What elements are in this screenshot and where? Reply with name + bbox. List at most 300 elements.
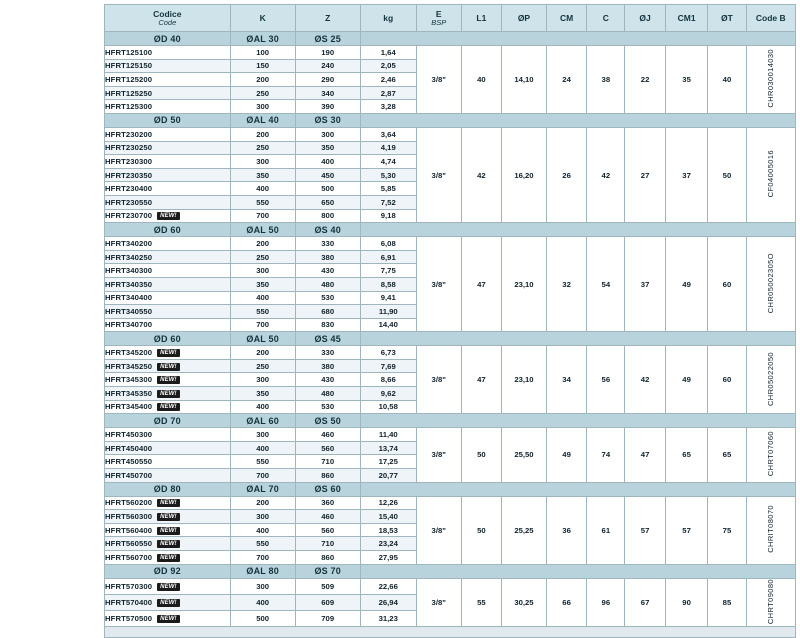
value-k: 200 bbox=[230, 73, 295, 87]
merged-value-c: 38 bbox=[587, 46, 625, 114]
value-kg: 17,25 bbox=[360, 455, 416, 469]
value-k: 550 bbox=[230, 537, 295, 551]
merged-value-oj: 57 bbox=[625, 496, 665, 564]
code-b-value bbox=[746, 578, 795, 626]
product-code: HFRT340250 bbox=[105, 250, 231, 264]
merged-value-c: 74 bbox=[587, 428, 625, 482]
product-code: HFRT450300 bbox=[105, 428, 231, 442]
product-code: HFRT345250 NEW! bbox=[105, 359, 231, 373]
merged-value-cm: 34 bbox=[546, 346, 586, 414]
value-k: 200 bbox=[230, 346, 295, 360]
merged-value-cm: 66 bbox=[546, 578, 586, 626]
product-code: HFRT450400 bbox=[105, 441, 231, 455]
section-al: ØAL 50 bbox=[230, 223, 295, 237]
merged-value-cm1: 49 bbox=[665, 237, 708, 332]
value-k: 300 bbox=[230, 428, 295, 442]
merged-value-cm1: 37 bbox=[665, 127, 708, 222]
column-header-label: ØJ bbox=[639, 12, 651, 23]
value-kg: 4,19 bbox=[360, 141, 416, 155]
product-code: HFRT450700 bbox=[105, 469, 231, 483]
section-al: ØAL 50 bbox=[230, 332, 295, 346]
column-header-t bbox=[708, 5, 746, 32]
column-header-codice bbox=[105, 5, 231, 32]
section-header-filler bbox=[360, 332, 795, 346]
section-diameter: ØD 80 bbox=[105, 482, 231, 496]
column-header-label: CM1 bbox=[677, 12, 696, 23]
product-code: HFRT125100 bbox=[105, 46, 231, 60]
value-k: 700 bbox=[230, 551, 295, 565]
section-header-row bbox=[105, 564, 796, 578]
value-z: 509 bbox=[295, 578, 360, 594]
merged-value-e: 3/8" bbox=[416, 46, 461, 114]
section-s: ØS 40 bbox=[295, 223, 360, 237]
merged-value-cm: 32 bbox=[546, 237, 586, 332]
section-s: ØS 60 bbox=[295, 482, 360, 496]
specification-table bbox=[104, 4, 796, 638]
value-k: 300 bbox=[230, 100, 295, 114]
merged-value-l1: 55 bbox=[461, 578, 501, 626]
value-z: 390 bbox=[295, 100, 360, 114]
column-header-cm1 bbox=[665, 5, 708, 32]
new-badge: NEW! bbox=[157, 499, 179, 507]
merged-value-cm: 26 bbox=[546, 127, 586, 222]
merged-value-ot: 50 bbox=[708, 127, 746, 222]
product-code: HFRT125250 bbox=[105, 86, 231, 100]
value-z: 710 bbox=[295, 537, 360, 551]
new-badge: NEW! bbox=[157, 599, 179, 607]
value-k: 400 bbox=[230, 594, 295, 610]
product-code: HFRT560550 NEW! bbox=[105, 537, 231, 551]
merged-value-oj: 67 bbox=[625, 578, 665, 626]
value-k: 300 bbox=[230, 510, 295, 524]
value-k: 250 bbox=[230, 250, 295, 264]
merged-value-e: 3/8" bbox=[416, 496, 461, 564]
section-header-filler bbox=[360, 414, 795, 428]
merged-value-op: 25,25 bbox=[502, 496, 547, 564]
value-k: 200 bbox=[230, 127, 295, 141]
code-b-text: CHRT09080 bbox=[766, 578, 776, 624]
value-z: 480 bbox=[295, 387, 360, 401]
code-b-text: CHR030014030 bbox=[766, 49, 776, 108]
value-k: 200 bbox=[230, 496, 295, 510]
value-kg: 15,40 bbox=[360, 510, 416, 524]
table-body bbox=[105, 32, 796, 638]
value-kg: 7,69 bbox=[360, 359, 416, 373]
section-al: ØAL 70 bbox=[230, 482, 295, 496]
merged-value-op: 25,50 bbox=[502, 428, 547, 482]
value-kg: 5,85 bbox=[360, 182, 416, 196]
value-z: 300 bbox=[295, 127, 360, 141]
value-kg: 18,53 bbox=[360, 523, 416, 537]
value-z: 530 bbox=[295, 291, 360, 305]
value-kg: 23,24 bbox=[360, 537, 416, 551]
product-code: HFRT560700 NEW! bbox=[105, 551, 231, 565]
value-kg: 7,52 bbox=[360, 195, 416, 209]
code-b-value bbox=[746, 127, 795, 222]
value-kg: 5,30 bbox=[360, 168, 416, 182]
value-kg: 7,75 bbox=[360, 264, 416, 278]
column-header-label: ØP bbox=[517, 12, 531, 23]
section-s: ØS 25 bbox=[295, 32, 360, 46]
product-code: HFRT570400 NEW! bbox=[105, 594, 231, 610]
value-k: 350 bbox=[230, 387, 295, 401]
merged-value-e: 3/8" bbox=[416, 578, 461, 626]
merged-value-l1: 40 bbox=[461, 46, 501, 114]
code-b-text: CF04005016 bbox=[766, 150, 776, 198]
value-k: 200 bbox=[230, 237, 295, 251]
merged-value-op: 16,20 bbox=[502, 127, 547, 222]
product-code: HFRT230200 bbox=[105, 127, 231, 141]
value-k: 300 bbox=[230, 264, 295, 278]
column-header-sublabel: Code bbox=[158, 17, 177, 27]
merged-value-c: 61 bbox=[587, 496, 625, 564]
table-row bbox=[105, 237, 796, 251]
value-z: 460 bbox=[295, 510, 360, 524]
value-kg: 14,40 bbox=[360, 318, 416, 332]
new-badge: NEW! bbox=[157, 363, 179, 371]
new-badge: NEW! bbox=[157, 403, 179, 411]
value-z: 560 bbox=[295, 523, 360, 537]
value-z: 330 bbox=[295, 346, 360, 360]
value-z: 860 bbox=[295, 469, 360, 483]
product-code: HFRT345200 NEW! bbox=[105, 346, 231, 360]
merged-value-op: 30,25 bbox=[502, 578, 547, 626]
value-kg: 9,62 bbox=[360, 387, 416, 401]
value-z: 380 bbox=[295, 250, 360, 264]
value-z: 400 bbox=[295, 155, 360, 169]
section-diameter: ØD 50 bbox=[105, 113, 231, 127]
section-s: ØS 70 bbox=[295, 564, 360, 578]
column-header-sublabel: BSP bbox=[431, 17, 447, 27]
footer-spacer-cell bbox=[105, 626, 796, 637]
merged-value-c: 56 bbox=[587, 346, 625, 414]
product-code: HFRT345350 NEW! bbox=[105, 387, 231, 401]
value-z: 860 bbox=[295, 551, 360, 565]
section-header-row bbox=[105, 482, 796, 496]
code-b-text: CHRIT08070 bbox=[766, 505, 776, 553]
product-code: HFRT340350 bbox=[105, 277, 231, 291]
value-k: 500 bbox=[230, 610, 295, 626]
value-z: 830 bbox=[295, 318, 360, 332]
merged-value-oj: 37 bbox=[625, 237, 665, 332]
section-s: ØS 30 bbox=[295, 113, 360, 127]
value-kg: 6,91 bbox=[360, 250, 416, 264]
value-z: 430 bbox=[295, 264, 360, 278]
value-k: 400 bbox=[230, 291, 295, 305]
merged-value-oj: 27 bbox=[625, 127, 665, 222]
value-kg: 10,58 bbox=[360, 400, 416, 414]
section-diameter: ØD 40 bbox=[105, 32, 231, 46]
product-code: HFRT560300 NEW! bbox=[105, 510, 231, 524]
value-kg: 11,90 bbox=[360, 305, 416, 319]
section-diameter: ØD 60 bbox=[105, 223, 231, 237]
merged-value-cm1: 35 bbox=[665, 46, 708, 114]
section-header-filler bbox=[360, 113, 795, 127]
table-footer-spacer bbox=[105, 626, 796, 637]
merged-value-l1: 47 bbox=[461, 237, 501, 332]
column-header-code-b bbox=[746, 5, 795, 32]
column-header-label: Codice bbox=[153, 8, 182, 19]
product-code: HFRT340550 bbox=[105, 305, 231, 319]
value-z: 340 bbox=[295, 86, 360, 100]
value-z: 650 bbox=[295, 195, 360, 209]
merged-value-ot: 85 bbox=[708, 578, 746, 626]
section-s: ØS 50 bbox=[295, 414, 360, 428]
section-header-row bbox=[105, 113, 796, 127]
value-k: 400 bbox=[230, 523, 295, 537]
value-kg: 22,66 bbox=[360, 578, 416, 594]
value-kg: 2,46 bbox=[360, 73, 416, 87]
value-k: 700 bbox=[230, 318, 295, 332]
section-diameter: ØD 70 bbox=[105, 414, 231, 428]
column-header-c bbox=[587, 5, 625, 32]
column-header-e bbox=[416, 5, 461, 32]
product-code: HFRT125300 bbox=[105, 100, 231, 114]
value-z: 360 bbox=[295, 496, 360, 510]
value-z: 480 bbox=[295, 277, 360, 291]
value-k: 300 bbox=[230, 155, 295, 169]
product-code: HFRT125200 bbox=[105, 73, 231, 87]
new-badge: NEW! bbox=[157, 212, 179, 220]
value-kg: 3,64 bbox=[360, 127, 416, 141]
merged-value-c: 42 bbox=[587, 127, 625, 222]
merged-value-op: 23,10 bbox=[502, 346, 547, 414]
merged-value-cm1: 57 bbox=[665, 496, 708, 564]
new-badge: NEW! bbox=[157, 349, 179, 357]
value-k: 700 bbox=[230, 469, 295, 483]
value-k: 100 bbox=[230, 46, 295, 60]
section-al: ØAL 60 bbox=[230, 414, 295, 428]
product-code: HFRT230700 NEW! bbox=[105, 209, 231, 223]
merged-value-oj: 42 bbox=[625, 346, 665, 414]
value-kg: 3,28 bbox=[360, 100, 416, 114]
value-z: 350 bbox=[295, 141, 360, 155]
product-code: HFRT230550 bbox=[105, 195, 231, 209]
value-k: 550 bbox=[230, 305, 295, 319]
new-badge: NEW! bbox=[157, 376, 179, 384]
merged-value-ot: 65 bbox=[708, 428, 746, 482]
product-code: HFRT340300 bbox=[105, 264, 231, 278]
product-code: HFRT340700 bbox=[105, 318, 231, 332]
product-code: HFRT570300 NEW! bbox=[105, 578, 231, 594]
value-kg: 20,77 bbox=[360, 469, 416, 483]
merged-value-ot: 75 bbox=[708, 496, 746, 564]
new-badge: NEW! bbox=[157, 554, 179, 562]
section-header-row bbox=[105, 332, 796, 346]
new-badge: NEW! bbox=[157, 540, 179, 548]
merged-value-ot: 60 bbox=[708, 237, 746, 332]
value-kg: 9,41 bbox=[360, 291, 416, 305]
product-code: HFRT345300 NEW! bbox=[105, 373, 231, 387]
product-code: HFRT570500 NEW! bbox=[105, 610, 231, 626]
column-header-label: ØT bbox=[721, 12, 733, 23]
value-z: 290 bbox=[295, 73, 360, 87]
merged-value-oj: 22 bbox=[625, 46, 665, 114]
merged-value-oj: 47 bbox=[625, 428, 665, 482]
value-k: 250 bbox=[230, 359, 295, 373]
value-kg: 11,40 bbox=[360, 428, 416, 442]
value-z: 530 bbox=[295, 400, 360, 414]
value-z: 330 bbox=[295, 237, 360, 251]
value-kg: 8,58 bbox=[360, 277, 416, 291]
value-kg: 4,74 bbox=[360, 155, 416, 169]
merged-value-l1: 42 bbox=[461, 127, 501, 222]
new-badge: NEW! bbox=[157, 583, 179, 591]
merged-value-cm1: 90 bbox=[665, 578, 708, 626]
merged-value-l1: 50 bbox=[461, 428, 501, 482]
value-kg: 6,08 bbox=[360, 237, 416, 251]
merged-value-c: 54 bbox=[587, 237, 625, 332]
merged-value-e: 3/8" bbox=[416, 428, 461, 482]
value-k: 550 bbox=[230, 195, 295, 209]
product-code: HFRT125150 bbox=[105, 59, 231, 73]
column-header-label: E bbox=[435, 8, 442, 19]
value-k: 350 bbox=[230, 277, 295, 291]
value-z: 240 bbox=[295, 59, 360, 73]
merged-value-e: 3/8" bbox=[416, 237, 461, 332]
value-k: 400 bbox=[230, 441, 295, 455]
column-header-label: K bbox=[259, 12, 266, 23]
code-b-value bbox=[746, 346, 795, 414]
value-kg: 2,87 bbox=[360, 86, 416, 100]
value-z: 380 bbox=[295, 359, 360, 373]
value-kg: 12,26 bbox=[360, 496, 416, 510]
merged-value-c: 96 bbox=[587, 578, 625, 626]
value-z: 800 bbox=[295, 209, 360, 223]
column-header-label: CM bbox=[559, 12, 574, 23]
new-badge: NEW! bbox=[157, 615, 179, 623]
product-code: HFRT230350 bbox=[105, 168, 231, 182]
table-row bbox=[105, 346, 796, 360]
value-kg: 2,05 bbox=[360, 59, 416, 73]
section-header-filler bbox=[360, 482, 795, 496]
column-header-kg bbox=[360, 5, 416, 32]
section-header-filler bbox=[360, 32, 795, 46]
code-b-value bbox=[746, 496, 795, 564]
product-code: HFRT230400 bbox=[105, 182, 231, 196]
section-header-filler bbox=[360, 223, 795, 237]
merged-value-l1: 50 bbox=[461, 496, 501, 564]
product-code: HFRT560200 NEW! bbox=[105, 496, 231, 510]
column-header-label: Code B bbox=[755, 12, 786, 23]
value-k: 700 bbox=[230, 209, 295, 223]
new-badge: NEW! bbox=[157, 390, 179, 398]
value-z: 430 bbox=[295, 373, 360, 387]
value-kg: 8,66 bbox=[360, 373, 416, 387]
value-k: 300 bbox=[230, 578, 295, 594]
column-header-z bbox=[295, 5, 360, 32]
code-b-text: CHRT07060 bbox=[766, 431, 776, 477]
code-b-value bbox=[746, 46, 795, 114]
section-s: ØS 45 bbox=[295, 332, 360, 346]
value-z: 190 bbox=[295, 46, 360, 60]
section-header-row bbox=[105, 32, 796, 46]
product-code: HFRT230250 bbox=[105, 141, 231, 155]
section-al: ØAL 30 bbox=[230, 32, 295, 46]
value-z: 560 bbox=[295, 441, 360, 455]
value-kg: 6,73 bbox=[360, 346, 416, 360]
section-diameter: ØD 92 bbox=[105, 564, 231, 578]
code-b-text: CHR05002305O bbox=[766, 253, 776, 314]
column-header-label: C bbox=[602, 12, 609, 23]
product-code: HFRT345400 NEW! bbox=[105, 400, 231, 414]
merged-value-e: 3/8" bbox=[416, 127, 461, 222]
value-k: 400 bbox=[230, 400, 295, 414]
value-kg: 13,74 bbox=[360, 441, 416, 455]
product-code: HFRT560400 NEW! bbox=[105, 523, 231, 537]
product-code: HFRT340400 bbox=[105, 291, 231, 305]
table-header bbox=[105, 5, 796, 32]
table-row bbox=[105, 578, 796, 594]
column-header-l1 bbox=[461, 5, 501, 32]
merged-value-cm1: 49 bbox=[665, 346, 708, 414]
section-header-filler bbox=[360, 564, 795, 578]
value-z: 709 bbox=[295, 610, 360, 626]
value-k: 400 bbox=[230, 182, 295, 196]
merged-value-cm: 24 bbox=[546, 46, 586, 114]
section-header-row bbox=[105, 414, 796, 428]
column-header-k bbox=[230, 5, 295, 32]
column-header-label: kg bbox=[383, 12, 394, 23]
value-k: 350 bbox=[230, 168, 295, 182]
table-row bbox=[105, 428, 796, 442]
column-header-j bbox=[625, 5, 665, 32]
value-k: 150 bbox=[230, 59, 295, 73]
value-kg: 27,95 bbox=[360, 551, 416, 565]
value-kg: 31,23 bbox=[360, 610, 416, 626]
value-k: 550 bbox=[230, 455, 295, 469]
section-al: ØAL 80 bbox=[230, 564, 295, 578]
column-header-p bbox=[502, 5, 547, 32]
code-b-value bbox=[746, 237, 795, 332]
code-b-text: CHR05022050 bbox=[766, 351, 776, 406]
value-kg: 1,64 bbox=[360, 46, 416, 60]
merged-value-l1: 47 bbox=[461, 346, 501, 414]
merged-value-e: 3/8" bbox=[416, 346, 461, 414]
section-header-row bbox=[105, 223, 796, 237]
section-al: ØAL 40 bbox=[230, 113, 295, 127]
merged-value-cm: 36 bbox=[546, 496, 586, 564]
value-z: 450 bbox=[295, 168, 360, 182]
table-row bbox=[105, 496, 796, 510]
merged-value-cm1: 65 bbox=[665, 428, 708, 482]
table-row bbox=[105, 46, 796, 60]
code-b-value bbox=[746, 428, 795, 482]
table-row bbox=[105, 127, 796, 141]
value-z: 460 bbox=[295, 428, 360, 442]
product-code: HFRT450550 bbox=[105, 455, 231, 469]
product-code: HFRT340200 bbox=[105, 237, 231, 251]
value-kg: 9,18 bbox=[360, 209, 416, 223]
value-z: 609 bbox=[295, 594, 360, 610]
merged-value-ot: 60 bbox=[708, 346, 746, 414]
value-k: 250 bbox=[230, 141, 295, 155]
merged-value-ot: 40 bbox=[708, 46, 746, 114]
value-k: 250 bbox=[230, 86, 295, 100]
merged-value-op: 23,10 bbox=[502, 237, 547, 332]
product-code: HFRT230300 bbox=[105, 155, 231, 169]
merged-value-op: 14,10 bbox=[502, 46, 547, 114]
merged-value-cm: 49 bbox=[546, 428, 586, 482]
value-z: 710 bbox=[295, 455, 360, 469]
column-header-label: L1 bbox=[476, 12, 487, 23]
new-badge: NEW! bbox=[157, 527, 179, 535]
value-z: 680 bbox=[295, 305, 360, 319]
new-badge: NEW! bbox=[157, 513, 179, 521]
section-diameter: ØD 60 bbox=[105, 332, 231, 346]
value-k: 300 bbox=[230, 373, 295, 387]
value-z: 500 bbox=[295, 182, 360, 196]
